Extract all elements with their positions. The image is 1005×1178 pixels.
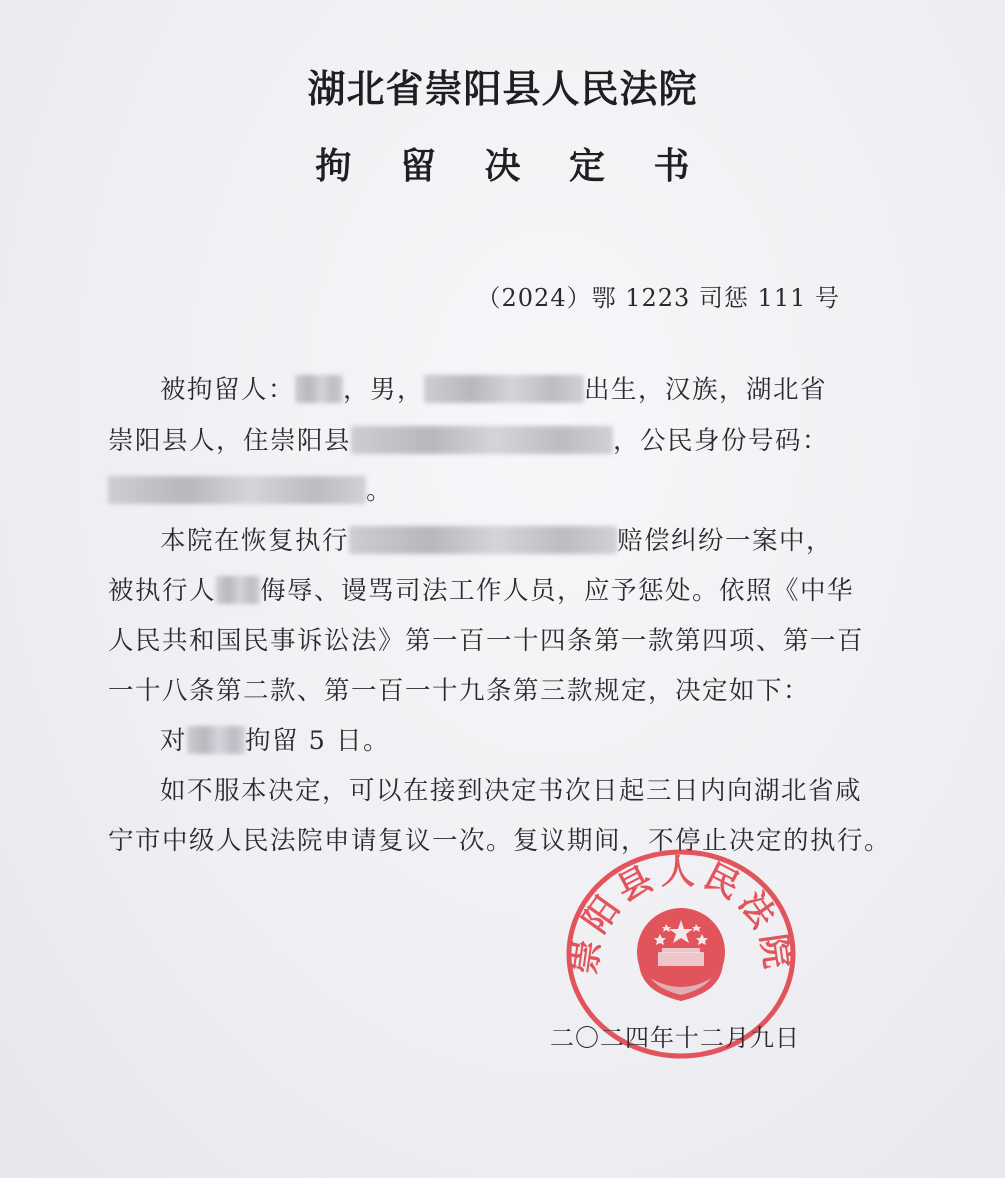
redacted-id-number [108,476,366,504]
para2-line3: 人民共和国民事诉讼法》第一百一十四条第一款第四项、第一百 [108,626,865,656]
para2-line4: 一十八条第二款、第一百一十九条第三款规定，决定如下： [108,676,811,706]
court-name: 湖北省崇阳县人民法院 [307,66,698,111]
appeal-line1: 如不服本决定，可以在接到决定书次日起三日内向湖北省咸 [160,776,863,806]
decision-line [160,721,390,757]
para1-line2 [108,421,829,457]
executee-label: 被执行人 [108,576,217,606]
appeal-line2: 宁市中级人民法院申请复议一次。复议期间，不停止决定的执行。 [108,826,892,856]
para2-line1 [160,521,833,557]
document-title: 拘 留 决 定 书 [315,145,708,187]
redacted-detainee-name [187,726,245,754]
case-type-text: 赔偿纠纷一案中， [617,526,834,556]
seal-text: 崇阳县人民法院 [564,852,798,977]
detention-duration: 拘留 5 日。 [245,726,390,756]
para2-line2 [108,571,854,607]
offense-text: 侮辱、谩骂司法工作人员，应予惩处。依照《中华 [260,576,855,606]
detainee-label: 被拘留人： [160,375,296,405]
case-reference-number: （2024）鄂 1223 司惩 111 号 [476,284,840,312]
period: 。 [366,476,394,506]
national-emblem-icon [637,908,725,998]
redacted-name [295,375,343,403]
redacted-birthdate [424,375,584,403]
redacted-address [351,426,613,454]
para1-line1 [160,370,827,406]
gender-text: ，男， [343,375,425,405]
case-intro-text: 本院在恢复执行 [160,526,350,556]
decision-prefix: 对 [160,726,188,756]
residence-text: 崇阳县人，住崇阳县 [108,426,352,456]
para1-line3 [108,471,393,507]
id-number-label: ，公民身份号码： [613,426,830,456]
birth-ethnicity-text: 出生，汉族，湖北省 [584,375,828,405]
issue-date: 二〇二四年十二月九日 [550,1024,800,1052]
redacted-case-parties [349,526,617,554]
redacted-executee-name [216,576,260,604]
